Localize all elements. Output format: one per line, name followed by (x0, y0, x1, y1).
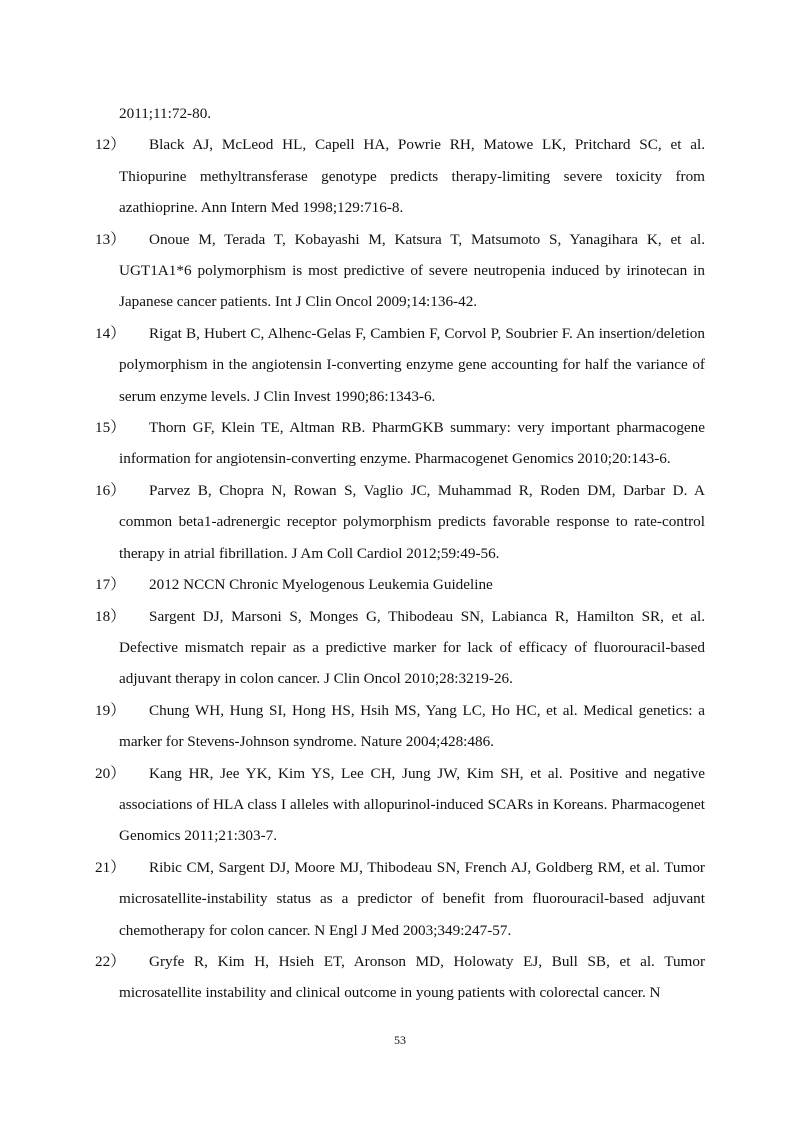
reference-item-18 (95, 601, 705, 695)
reference-text: Ribic CM, Sargent DJ, Moore MJ, Thibodeau SN, French AJ, Goldberg RM, et al. Tumor microsatellite-instability status as a predictor of benefit from fluorouracil-based adjuvant chemotherapy for colon cancer. N Engl J Med 2003;349:247-57. (119, 858, 705, 939)
reference-number: 22） (95, 952, 126, 970)
reference-item-19 (95, 695, 705, 758)
reference-item-21 (95, 852, 705, 946)
reference-text: Sargent DJ, Marsoni S, Monges G, Thibodeau SN, Labianca R, Hamilton SR, et al. Defective mismatch repair as a predictive marker for lack of efficacy of fluorouracil-based adjuvant therapy in colon cancer. J Clin Oncol 2010;28:3219-26. (119, 607, 705, 688)
reference-item-20 (95, 758, 705, 852)
reference-number: 13） (95, 230, 126, 248)
reference-text: Onoue M, Terada T, Kobayashi M, Katsura T, Matsumoto S, Yanagihara K, et al. UGT1A1*6 polymorphism is most predictive of severe neutropenia induced by irinotecan in Japanese cancer patients. Int J Clin Oncol 2009;14:136-42. (119, 230, 705, 311)
reference-number: 14） (95, 324, 126, 342)
reference-item-13 (95, 224, 705, 318)
reference-item-22 (95, 946, 705, 1009)
reference-text: Thorn GF, Klein TE, Altman RB. PharmGKB summary: very important pharmacogene information for angiotensin-converting enzyme. Pharmacogenet Genomics 2010;20:143-6. (119, 419, 705, 468)
reference-number: 19） (95, 701, 126, 719)
reference-text: Rigat B, Hubert C, Alhenc-Gelas F, Cambien F, Corvol P, Soubrier F. An insertion/deletion polymorphism in the angiotensin I-converting enzyme gene accounting for half the variance of serum enzyme levels. J Clin Invest 1990;86:1343-6. (119, 324, 705, 405)
reference-list (95, 98, 705, 1009)
reference-number: 17） (95, 576, 126, 594)
reference-item-14 (95, 318, 705, 412)
reference-item-17 (95, 569, 705, 600)
reference-item-16 (95, 475, 705, 569)
reference-number: 21） (95, 858, 126, 876)
page-number: 53 (394, 1033, 406, 1047)
reference-item-12 (95, 129, 705, 223)
reference-continuation (95, 98, 705, 129)
reference-text: Chung WH, Hung SI, Hong HS, Hsih MS, Yang LC, Ho HC, et al. Medical genetics: a marker for Stevens-Johnson syndrome. Nature 2004;428:486. (119, 701, 705, 751)
reference-number: 12） (95, 136, 126, 154)
reference-number: 20） (95, 764, 126, 782)
reference-number: 16） (95, 481, 126, 499)
reference-text: Black AJ, McLeod HL, Capell HA, Powrie RH, Matowe LK, Pritchard SC, et al. Thiopurine methyltransferase genotype predicts therapy-limiting severe toxicity from azathioprine. Ann Intern Med 1998;129:716-8. (119, 136, 705, 217)
reference-text: 2012 NCCN Chronic Myelogenous Leukemia Guideline (149, 576, 493, 594)
reference-text: Gryfe R, Kim H, Hsieh ET, Aronson MD, Holowaty EJ, Bull SB, et al. Tumor microsatellite instability and clinical outcome in young patients with colorectal cancer. N (119, 952, 705, 1002)
reference-item-15 (95, 412, 705, 475)
reference-continuation-text: 2011;11:72-80. (119, 105, 212, 122)
reference-number: 15） (95, 419, 126, 437)
reference-text: Kang HR, Jee YK, Kim YS, Lee CH, Jung JW, Kim SH, et al. Positive and negative associations of HLA class I alleles with allopurinol-induced SCARs in Koreans. Pharmacogenet Genomics 2011;21:303-7. (119, 764, 705, 845)
reference-text: Parvez B, Chopra N, Rowan S, Vaglio JC, Muhammad R, Roden DM, Darbar D. A common beta1-adrenergic receptor polymorphism predicts favorable response to rate-control therapy in atrial fibrillation. J Am Coll Cardiol 2012;59:49-56. (119, 481, 705, 562)
reference-number: 18） (95, 607, 126, 625)
